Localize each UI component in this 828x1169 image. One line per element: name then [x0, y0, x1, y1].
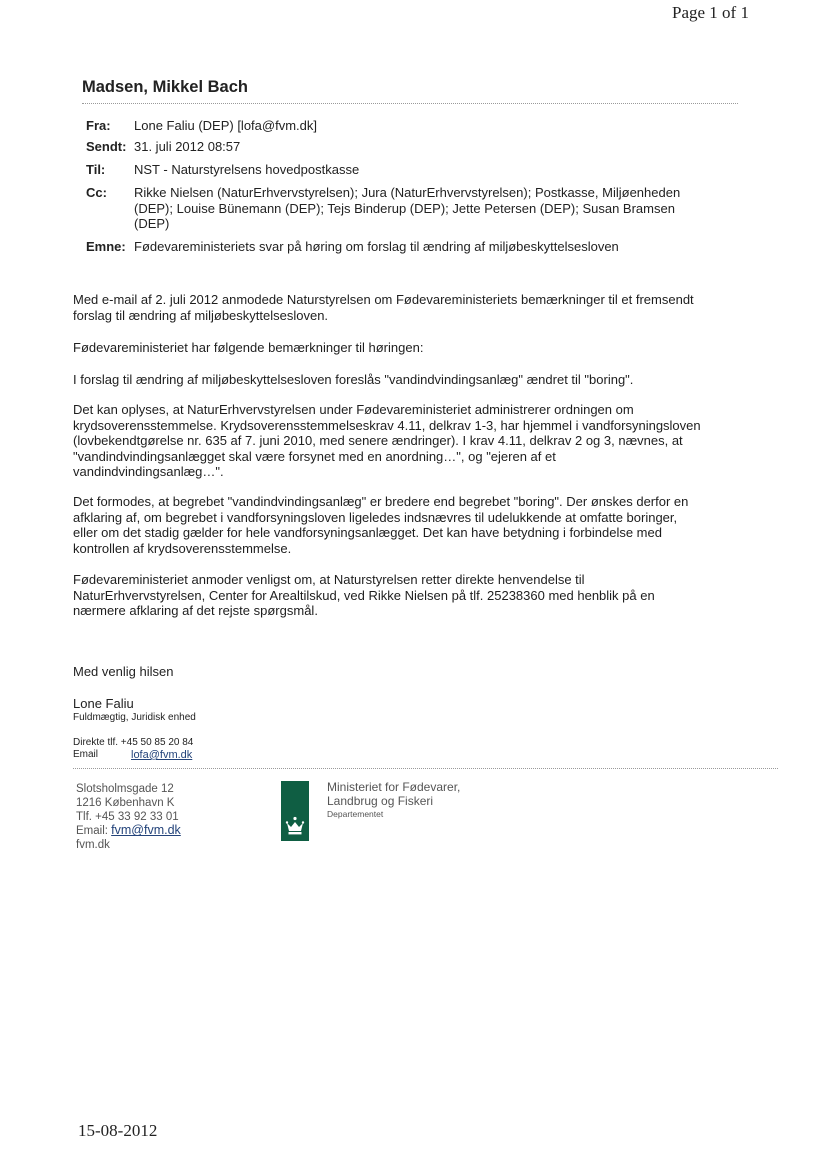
from-value: Lone Faliu (DEP) [lofa@fvm.dk]: [134, 118, 317, 133]
signature-title: Fuldmægtig, Juridisk enhed: [73, 712, 196, 723]
cc-line: (DEP); Louise Bünemann (DEP); Tejs Binderup (DEP); Jette Petersen (DEP); Susan Bramsen: [134, 200, 675, 216]
ministry-crown-logo: [281, 781, 309, 841]
body-line: nærmere afklaring af det rejste spørgsmål.: [73, 603, 318, 618]
footer-phone: Tlf. +45 33 92 33 01: [76, 810, 179, 823]
footer-divider: [73, 768, 778, 769]
signature-email-link[interactable]: lofa@fvm.dk: [131, 749, 193, 761]
page-number: Page 1 of 1: [672, 3, 749, 22]
from-label: Fra:: [86, 118, 111, 133]
ministry-name-line: Ministeriet for Fødevarer,: [327, 780, 461, 794]
body-paragraph-5: [73, 494, 753, 556]
header-divider: [82, 103, 738, 104]
body-line: (lovbekendtgørelse nr. 635 af 7. juni 2010, med senere ændringer). I krav 4.11, delkrav 2 og 3, nævnes, at: [73, 433, 683, 448]
ministry-department: Departementet: [327, 808, 384, 819]
subject-value: Fødevareministeriets svar på høring om forslag til ændring af miljøbeskyttelsesloven: [134, 239, 619, 254]
sent-value: 31. juli 2012 08:57: [134, 139, 241, 154]
footer-web: fvm.dk: [76, 839, 110, 852]
to-label: Til:: [86, 162, 106, 177]
body-paragraph-4: [73, 402, 753, 480]
footer-address: [76, 783, 181, 853]
body-line: vandindvindingsanlæg…".: [73, 464, 224, 479]
to-value: NST - Naturstyrelsens hovedpostkasse: [134, 162, 360, 177]
body-paragraph-2: [73, 340, 753, 356]
body-paragraph-3: [73, 372, 753, 388]
stamp-date: 15-08-2012: [78, 1121, 158, 1140]
crown-icon: [281, 781, 309, 841]
signature-phone: Direkte tlf. +45 50 85 20 84: [73, 737, 194, 748]
body-line: krydsoverensstemmelse. Krydsoverensstemmelseskrav 4.11, delkrav 1-3, har hjemmel i vandforsyningsloven: [73, 417, 701, 433]
body-line: Fødevareministeriet anmoder venligst om, at Naturstyrelsen retter direkte henvendelse til: [73, 572, 585, 587]
signature-name: Lone Faliu: [73, 696, 134, 711]
footer-address-line: Slotsholmsgade 12: [76, 783, 174, 795]
body-line: forslag til ændring af miljøbeskyttelsesloven.: [73, 307, 329, 323]
footer-email-link[interactable]: fvm@fvm.dk: [111, 823, 181, 838]
signature-email-label: Email: [73, 749, 99, 760]
sender-name: Madsen, Mikkel Bach: [82, 78, 248, 96]
cc-line: (DEP): [134, 216, 170, 231]
body-line: Det formodes, at begrebet "vandindvindingsanlæg" er bredere end begrebet "boring". Der ønskes derfor en: [73, 494, 689, 509]
body-line: "vandindvindingsanlægget skal være forsynet med en anordning…", og "ejeren af et: [73, 448, 556, 464]
cc-label: Cc:: [86, 185, 107, 200]
body-line: NaturErhvervstyrelsen, Center for Arealtilskud, ved Rikke Nielsen på tlf. 25238360 med henblik på en: [73, 587, 655, 603]
footer-address-line: 1216 København K: [76, 796, 175, 809]
cc-value: [134, 185, 680, 232]
footer-email-row: [76, 824, 181, 839]
ministry-name-line: Landbrug og Fiskeri: [327, 793, 434, 808]
sent-label: Sendt:: [86, 139, 127, 154]
greeting: Med venlig hilsen: [73, 664, 174, 679]
body-line: kontrollen af krydsoverensstemmelse.: [73, 540, 292, 556]
cc-line: Rikke Nielsen (NaturErhvervstyrelsen); Jura (NaturErhvervstyrelsen); Postkasse, Miljøenheden: [134, 185, 681, 200]
body-paragraph-6: [73, 572, 753, 619]
footer-ministry: [327, 781, 460, 820]
body-line: afklaring af, om begrebet i vandforsyningsloven ligeledes indsnævres til udelukkende at omfatte boringer,: [73, 509, 678, 525]
subject-label: Emne:: [86, 239, 126, 254]
body-line: I forslag til ændring af miljøbeskyttelsesloven foreslås "vandindvindingsanlæg" ændret til "boring".: [73, 372, 634, 387]
body-line: Det kan oplyses, at NaturErhvervstyrelsen under Fødevareministeriet administrerer ordningen om: [73, 402, 634, 417]
body-paragraph-1: [73, 292, 753, 323]
body-line: eller om det stadig gælder for hele vandforsyningsanlægget. Det kan have betydning i forbindelse med: [73, 525, 662, 540]
body-line: Fødevareministeriet har følgende bemærkninger til høringen:: [73, 340, 424, 355]
body-line: Med e-mail af 2. juli 2012 anmodede Naturstyrelsen om Fødevareministeriets bemærkninger til et fremsendt: [73, 292, 694, 307]
footer-email-label: Email:: [76, 825, 108, 838]
